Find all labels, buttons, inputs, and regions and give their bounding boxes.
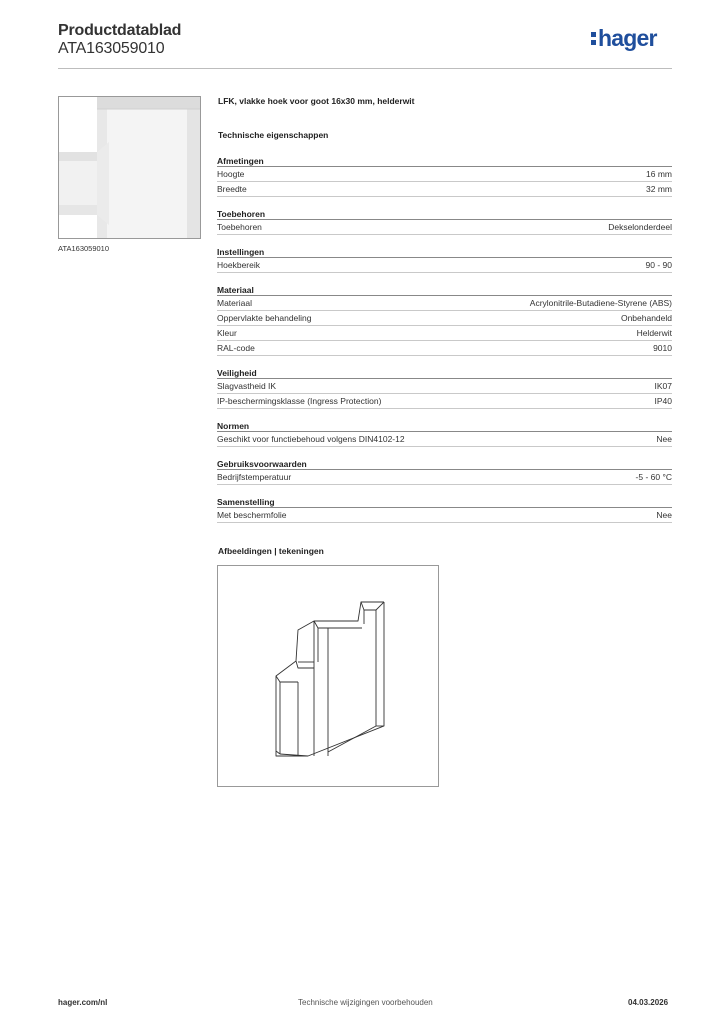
property-row (217, 220, 672, 235)
property-group-title: Afmetingen (217, 155, 672, 167)
footer-website[interactable]: hager.com/nl (58, 998, 108, 1007)
property-row (217, 341, 672, 356)
property-row (217, 182, 672, 197)
property-label: Materiaal (217, 298, 252, 308)
property-value: IK07 (654, 381, 672, 391)
property-label: Slagvastheid IK (217, 381, 277, 391)
logo-text: hager (598, 25, 657, 51)
property-value: Helderwit (636, 328, 672, 338)
property-group-title: Materiaal (217, 284, 672, 296)
property-label: Oppervlakte behandeling (217, 313, 312, 323)
property-row (217, 394, 672, 409)
property-group (217, 208, 672, 235)
property-row (217, 296, 672, 311)
technical-drawing (217, 565, 439, 787)
property-label: Hoekbereik (217, 260, 260, 270)
property-value: IP40 (654, 396, 672, 406)
property-label: RAL-code (217, 343, 255, 353)
property-label: IP-beschermingsklasse (Ingress Protection) (217, 396, 382, 406)
property-label: Geschikt voor functiebehoud volgens DIN4102-12 (217, 434, 405, 444)
header-divider (58, 68, 672, 69)
logo-dots-icon (591, 30, 597, 47)
property-group (217, 496, 672, 523)
product-code: ATA163059010 (58, 40, 165, 57)
property-group-title: Samenstelling (217, 496, 672, 508)
property-label: Toebehoren (217, 222, 262, 232)
property-group (217, 155, 672, 197)
property-row (217, 379, 672, 394)
property-group (217, 284, 672, 356)
footer-disclaimer: Technische wijzigingen voorbehouden (298, 998, 433, 1007)
property-label: Breedte (217, 184, 247, 194)
property-group (217, 458, 672, 485)
product-photo (58, 96, 201, 239)
property-value: -5 - 60 °C (635, 472, 672, 482)
property-label: Hoogte (217, 169, 245, 179)
property-group (217, 367, 672, 409)
photo-caption: ATA163059010 (58, 244, 110, 253)
property-value: 90 - 90 (645, 260, 672, 270)
footer-date: 04.03.2026 (628, 998, 669, 1007)
property-value: Acrylonitrile-Butadiene-Styrene (ABS) (529, 298, 672, 308)
property-group (217, 420, 672, 447)
property-value: 9010 (653, 343, 672, 353)
page-title: Productdatablad (58, 22, 182, 39)
property-value: Nee (656, 510, 672, 520)
technical-drawing-image (218, 566, 438, 786)
property-row (217, 167, 672, 182)
product-photo-image (59, 97, 200, 238)
property-row (217, 258, 672, 273)
property-row (217, 470, 672, 485)
images-title: Afbeeldingen | tekeningen (218, 546, 324, 556)
hager-logo (591, 27, 657, 50)
property-group-title: Veiligheid (217, 367, 672, 379)
property-value: 16 mm (646, 169, 672, 179)
technical-properties-title: Technische eigenschappen (218, 130, 329, 140)
property-group-title: Toebehoren (217, 208, 672, 220)
properties-table (217, 155, 672, 534)
property-row (217, 326, 672, 341)
property-value: Onbehandeld (620, 313, 672, 323)
property-row (217, 432, 672, 447)
property-group-title: Normen (217, 420, 672, 432)
property-label: Kleur (217, 328, 237, 338)
property-value: Dekselonderdeel (608, 222, 672, 232)
property-label: Bedrijfstemperatuur (217, 472, 292, 482)
property-row (217, 311, 672, 326)
property-value: Nee (656, 434, 672, 444)
property-group-title: Gebruiksvoorwaarden (217, 458, 672, 470)
property-row (217, 508, 672, 523)
property-group (217, 246, 672, 273)
property-group-title: Instellingen (217, 246, 672, 258)
property-label: Met beschermfolie (217, 510, 287, 520)
property-value: 32 mm (646, 184, 672, 194)
product-description: LFK, vlakke hoek voor goot 16x30 mm, helderwit (218, 96, 415, 106)
